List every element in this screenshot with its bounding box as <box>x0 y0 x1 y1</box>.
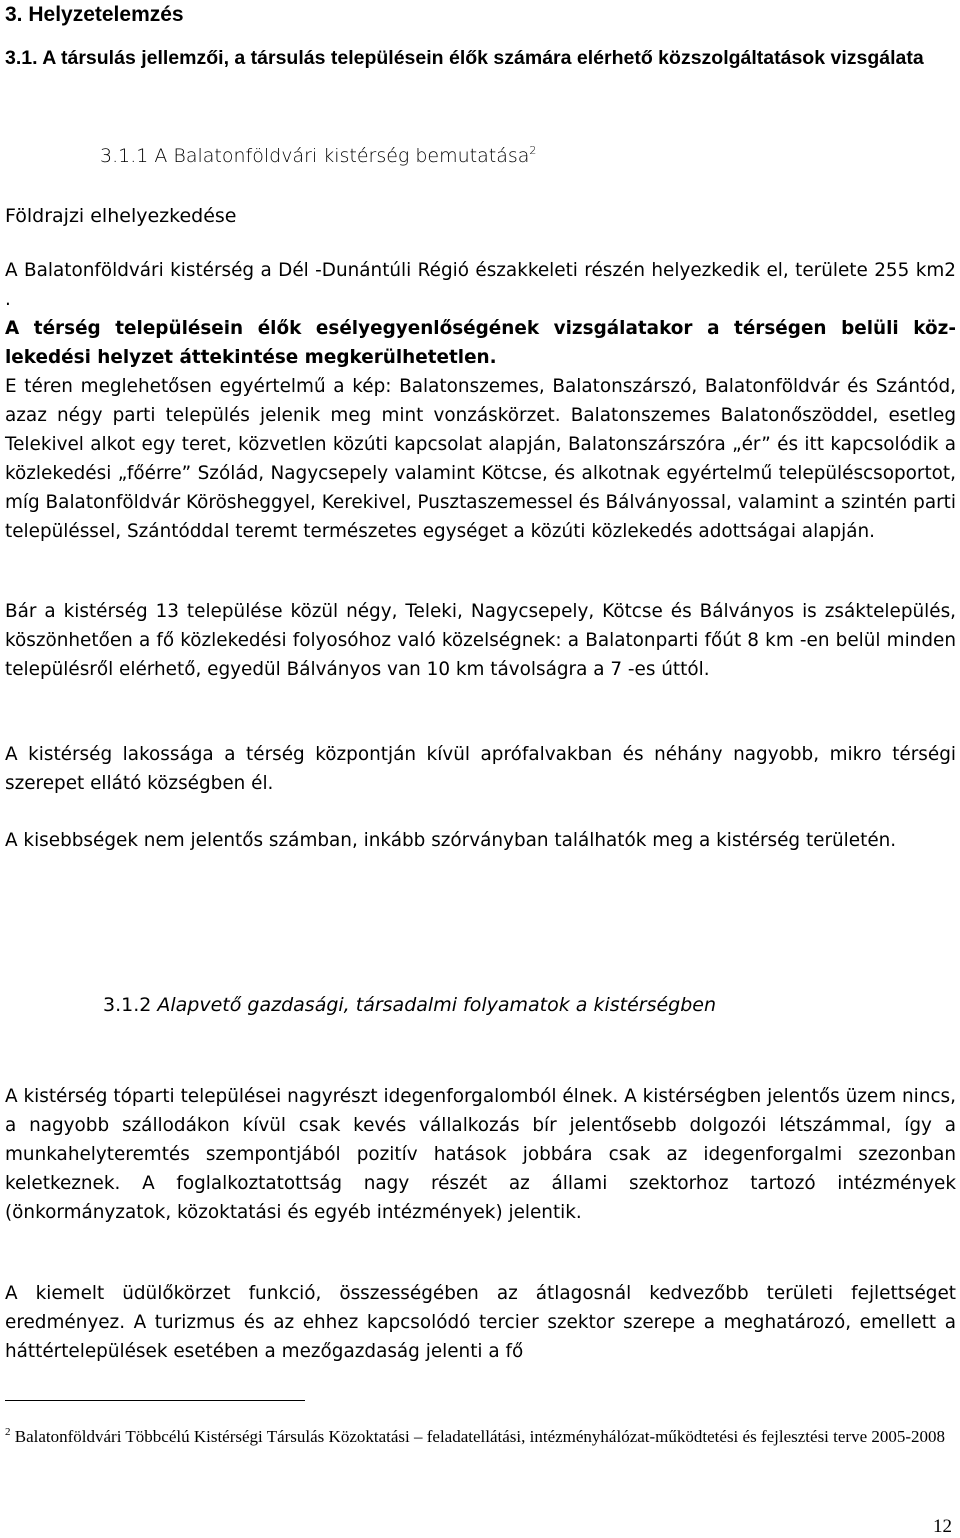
paragraph: Bár a kistérség 13 települése közül négy, Teleki, Nagycsepely, Kötcse és Bálványos is zsáktelepülés, köszönhetően a fő közlekedési folyosóhoz való közelségnek: a Balatonparti főút 8 km -en belül minden településről elérhető, egyedül Bálványos van 10 km távolságra a 7 -es úttól. <box>5 601 956 680</box>
page-number: 12 <box>933 1516 952 1537</box>
paragraph: A kistérség tóparti települései nagyrészt idegenforgalomból élnek. A kistérségben jelentős üzem nincs, a nagyobb szállodákon kívül csak kevés vállalkozás bír jelentősebb dolgozói létszámmal, így a munkahelyteremtés szempontjából pozitív hatások jobbára csak az idegenforgalmi szezonban keletkeznek. A foglalkoztatottság nagy részét az állami szektorhoz tartozó intézmények (önkormányzatok, közoktatási és egyéb intézmények) jelentik. <box>5 1086 956 1223</box>
footnote-separator <box>5 1400 305 1401</box>
subsubsection-title: Alapvető gazdasági, társadalmi folyamatok a kistérségben <box>157 994 717 1016</box>
paragraph: A kisebbségek nem jelentős számban, inkább szórványban találhatók meg a kistérség területén. <box>5 830 897 851</box>
subsubsection-heading <box>100 136 536 171</box>
subsubsection-heading <box>103 991 716 1019</box>
subsubsection-title: 3.1.1 A Balatonföldvári kistérség bemutatása <box>100 145 530 167</box>
paragraph-heading: Földrajzi elhelyezkedése <box>5 205 237 227</box>
paragraph: A kistérség lakossága a térség központján kívül aprófalvakban és néhány nagyobb, mikro térségi szerepet ellátó községben él. <box>5 744 956 794</box>
subsection-heading: 3.1. A társulás jellemzői, a társulás településein élők számára elérhető közszolgáltatások vizsgálata <box>5 47 924 69</box>
subsubsection-number: 3.1.2 <box>103 994 158 1016</box>
paragraph: A Balatonföldvári kistérség a Dél -Dunántúli Régió északkeleti részén helyezkedik el, területe 255 km2 . <box>5 260 956 310</box>
section-heading: 3. Helyzetelemzés <box>5 3 184 26</box>
footnote <box>5 1420 955 1449</box>
footnote-mark: 2 <box>5 1426 11 1438</box>
emphasis-paragraph: A térség településein élők esélyegyenlőségének vizsgálatakor a térségen belüli közlekedési helyzet áttekintése megkerülhetetlen. <box>5 318 956 368</box>
footnote-text: Balatonföldvári Többcélú Kistérségi Társulás Közoktatási – feladatellátási, intézményhálózat-működtetési és fejlesztési terve 2005-2008 <box>10 1427 946 1446</box>
paragraph: E téren meglehetősen egyértelmű a kép: Balatonszemes, Balatonszárszó, Balatonföldvár és Szántód, azaz négy parti település jelenik meg mint vonzáskörzet. Balatonszemes Balatonőszöddel, esetleg Telekivel alkot egy teret, közvetlen közúti kapcsolat alapján, Balatonszárszóra „ér” és itt kapcsolódik a közlekedési „főérre” Szólád, Nagycsepely valamint Kötcse, és alkotnak egyértelmű településcsoportot, míg Balatonföldvár Körösheggyel, Kerekivel, Pusztaszemessel és Bálványossal, valamint a szintén parti településsel, Szántóddal teremt természetes egységet a közúti közlekedés adottságai alapján. <box>5 376 956 542</box>
paragraph: A kiemelt üdülőkörzet funkció, összességében az átlagosnál kedvezőbb területi fejlettséget eredményez. A turizmus és az ehhez kapcsolódó tercier szektor szerepe a meghatározó, emellett a háttértelepülések esetében a mezőgazdaság jelenti a fő <box>5 1283 956 1362</box>
footnote-reference[interactable]: 2 <box>529 144 537 157</box>
